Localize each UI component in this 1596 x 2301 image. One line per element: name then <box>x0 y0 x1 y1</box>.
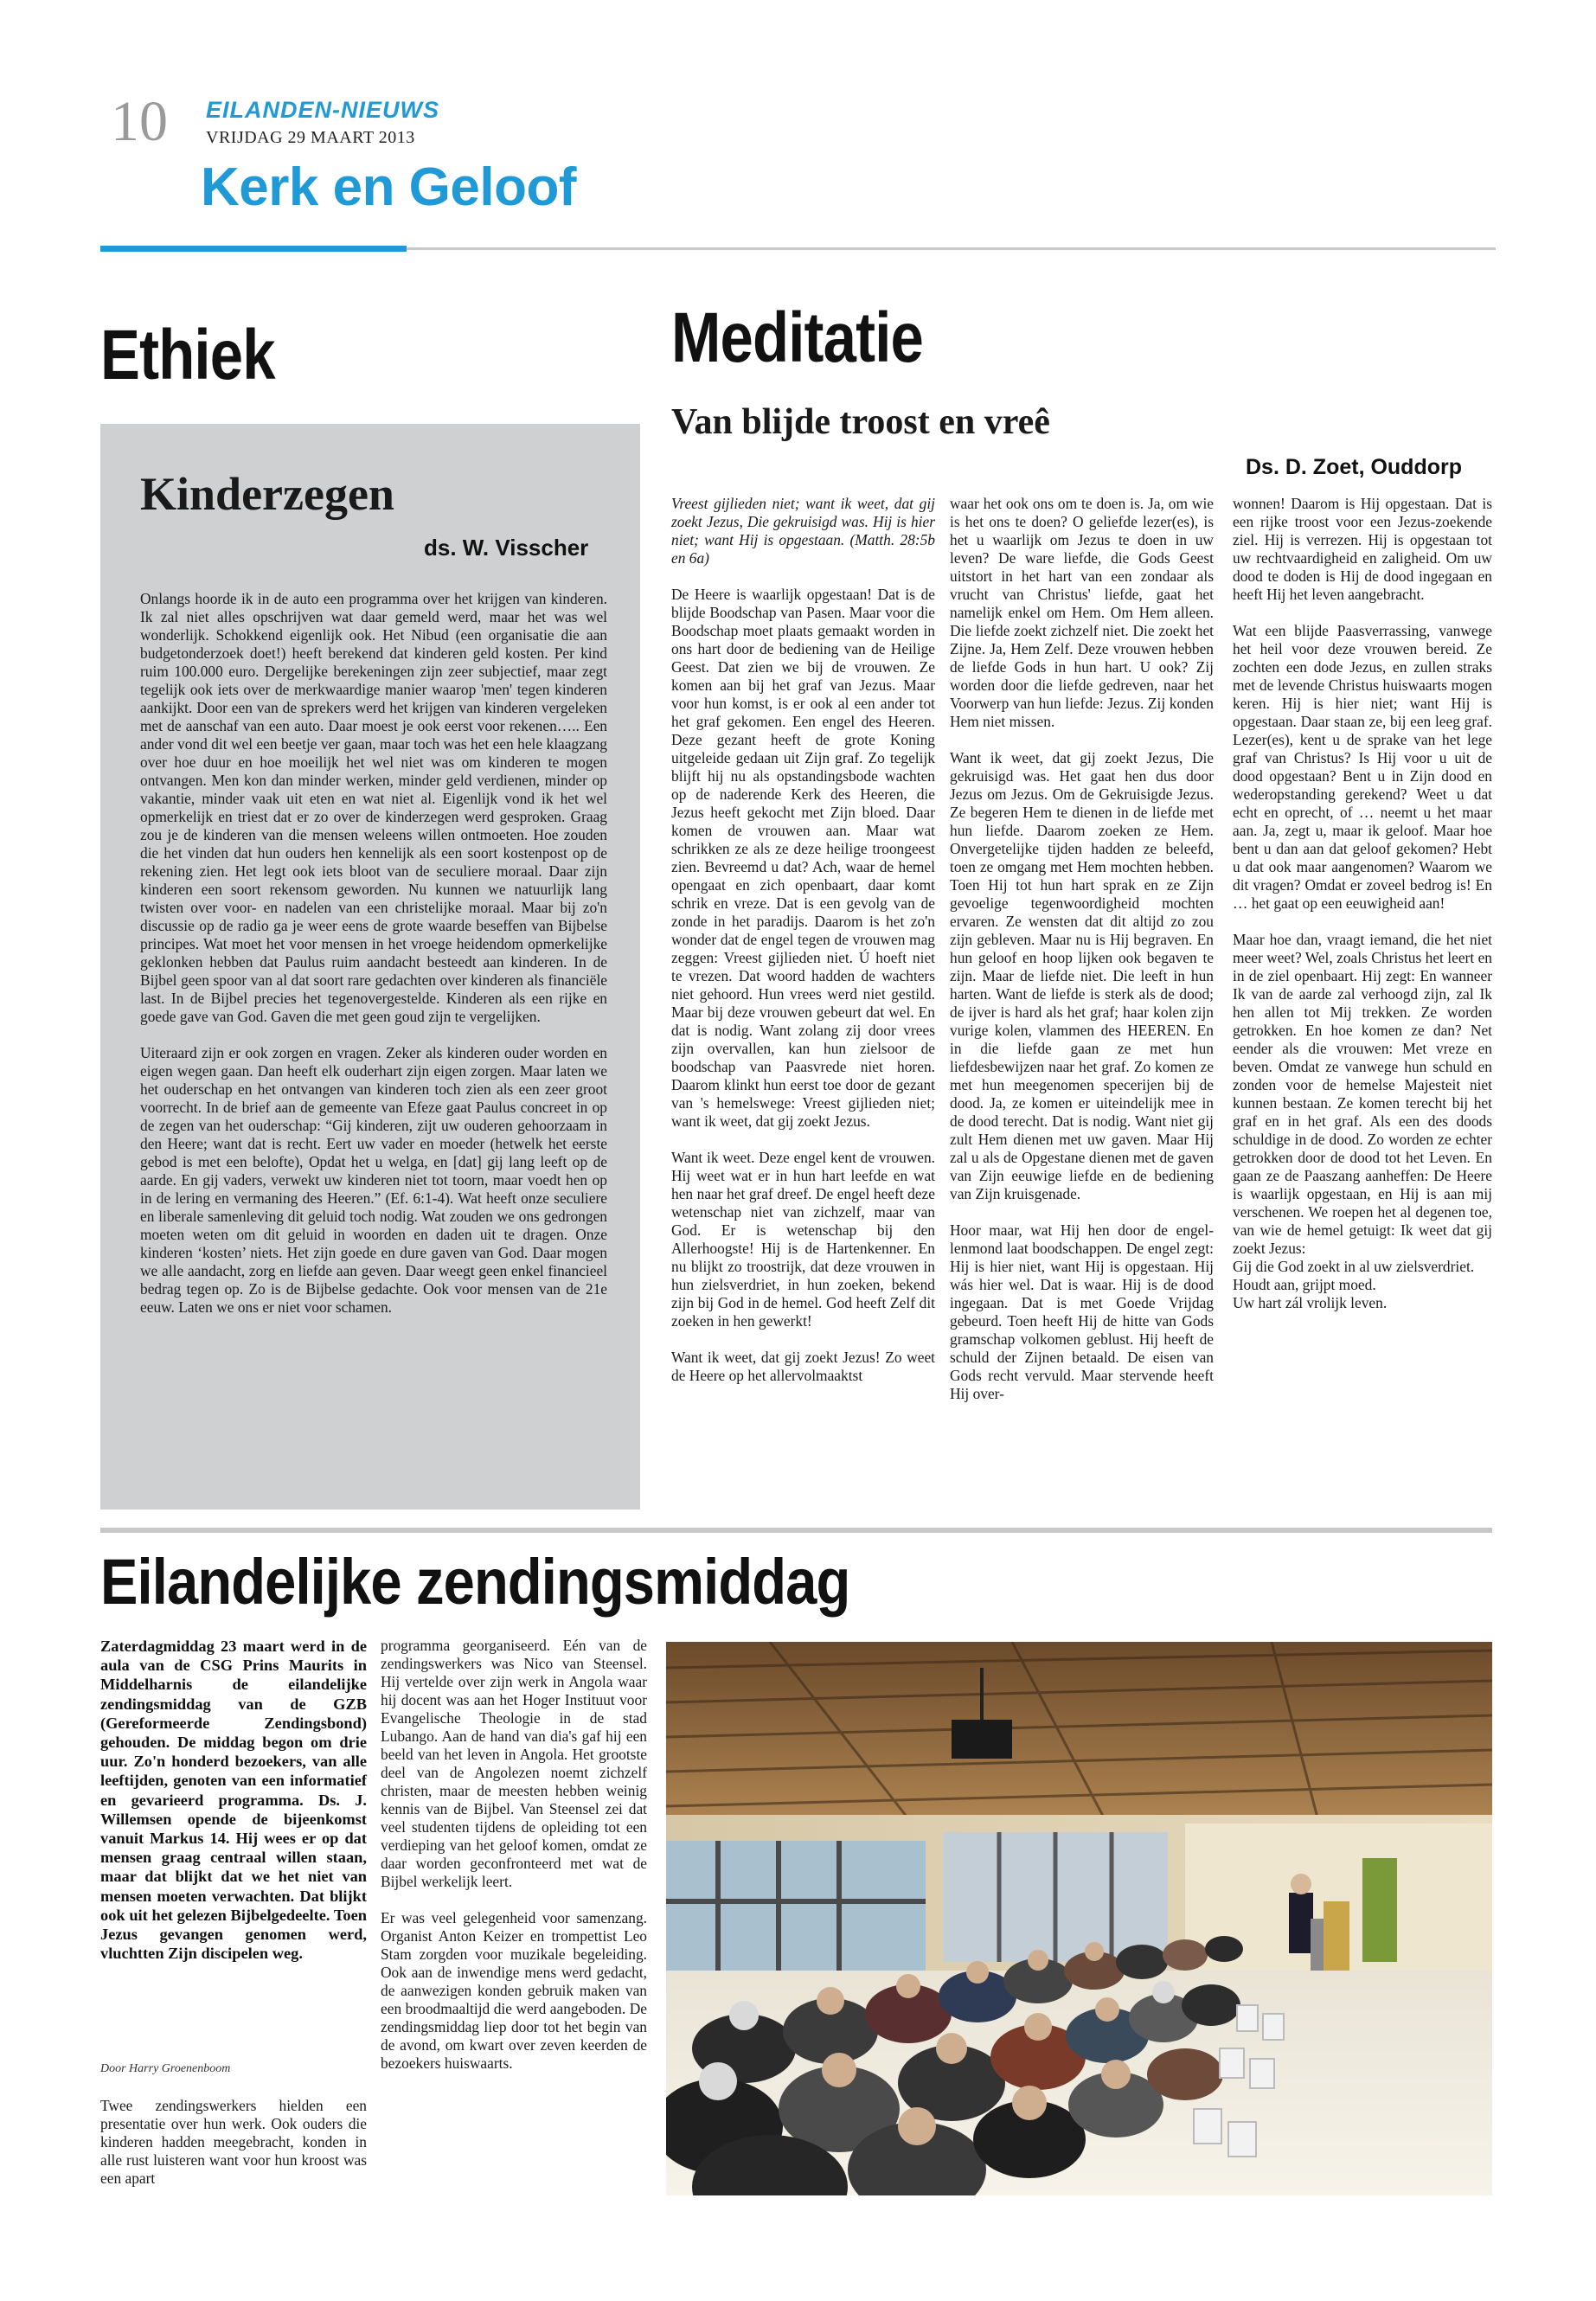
bible-quote: Vreest gijlieden niet; want ik weet, dat gij zoekt Jezus, Die gekruisigd was. Hij is hier niet; want Hij is opgestaan. (Matth. 28:5b en 6a) <box>671 495 935 567</box>
article-byline: ds. W. Visscher <box>424 535 589 561</box>
newspaper-logo: EILANDEN-NIEUWS <box>206 97 439 123</box>
event-photo <box>666 1642 1492 2195</box>
ethiek-article-body <box>140 590 607 1317</box>
paragraph: Want ik weet. Deze engel kent de vrouwen. Hij weet wat er in hun hart leefde en wat hen naar het graf dreef. De engel heeft deze wetenschap niet van zichzelf, maar van God. Er is wetenschap bij den Allerhoogste! Hij is de Hartenkenner. En nu blijkt zo troostrijk, dat deze vrouwen in hun zielsverdriet, in hun zoeken, bekend zijn bij God in de hemel. God heeft Zelf dit zoeken in hen gewerkt! <box>671 1149 935 1330</box>
paragraph: wonnen! Daarom is Hij opgestaan. Dat is een rijke troost voor een Jezus-zoekende ziel. Hij is verrezen. Hij is opgestaan tot uw rechtvaardigheid en zaligheid. Om uw dood te doden is Hij de dood ingegaan en heeft Hij het leven aangebracht. <box>1233 495 1492 603</box>
zending-column-1 <box>100 2097 367 2188</box>
meditatie-subtitle: Van blijde troost en vreê <box>671 402 1050 442</box>
meditatie-heading: Meditatie <box>671 298 923 377</box>
page-number: 10 <box>111 90 168 153</box>
paragraph: Want ik weet, dat gij zoekt Jezus! Zo weet de Heere op het allervolmaaktst <box>671 1349 935 1384</box>
section-rule <box>407 247 1496 250</box>
paragraph: Maar hoe dan, vraagt iemand, die het niet meer weet? Wel, zoals Christus het leert en in de ziel openbaart. Hij zegt: En wanneer Ik van de aarde zal verhoogd zijn, zal Ik hen allen tot Mij trekken. Ze worden getrokken. En hoe komen ze dan? Net eender als die vrouwen: Met vreze en beven. Omdat ze vanwege hun schuld en zonden voor de hemelse Majesteit niet kunnen bestaan. Ze komen terecht bij het graf en in het graf. Als een des doods schuldige in de dood. Zo worden ze echter getrokken door de dood tot het Leven. En gaan ze de Paaszang aanheffen: De Heere is waarlijk opgestaan, en Hij is aan mij verschenen. We roepen het al degenen toe, van wie de hemel getuigt: Ik weet dat gij zoekt Jezus: <box>1233 931 1492 1257</box>
paragraph: Hoor maar, wat Hij hen door de engel-lenmond laat boodschappen. De engel zegt: Hij is hier niet, want Hij is opgestaan. Hij wás hier wel. Dat is waar. Hij is de dood ingegaan. Dat is met Goede Vrijdag gebeurd. Toen heeft Hij de hitte van Gods gramschap volkomen geblust. Hij heeft de schuld der Zijnen betaald. De eisen van Gods recht vervuld. Maar stervende heeft Hij over- <box>950 1221 1214 1402</box>
section-title: Kerk en Geloof <box>201 157 576 217</box>
section-rule-accent <box>100 246 407 252</box>
zending-lead: Zaterdagmiddag 23 maart werd in de aula van de CSG Prins Maurits in Middelharnis de eilandelijke zendingsmiddag van de GZB (Gereformeerde Zendingsbond) gehouden. De middag begon om drie uur. Zo'n honderd bezoekers, van alle leeftijden, genoten van een informatief en gevarieerd programma. Ds. J. Willemsen opende de bijeenkomst vanuit Markus 14. Hij wees er op dat mensen graag centraal willen staan, maar dat blijkt dat we het niet van mensen moeten verwachten. Dat blijkt ook uit het gelezen Bijbelgedeelte. Toen Jezus gevangen genomen werd, vluchtten Zijn discipelen weg. <box>100 1638 367 1963</box>
ethiek-heading: Ethiek <box>100 316 275 394</box>
paragraph: waar het ook ons om te doen is. Ja, om wie is het ons te doen? O geliefde lezer(es), is het u waarlijk om Jezus te doen in uw leven? De ware liefde, die Gods Geest uitstort in het hart van een zondaar als vrucht van Christus' liefde, gaat het namelijk enkel om Hem. Om Hem alleen. Die liefde zoekt zichzelf niet. Die zoekt het Zijne. Ja, Hem Zelf. Deze vrouwen hebben de liefde Gods in hun hart. U ook? Zij worden door die liefde gedreven, naar het Voorwerp van hun liefde: Jezus. Zij konden Hem niet missen. <box>950 495 1214 730</box>
paragraph: Onlangs hoorde ik in de auto een programma over het krijgen van kinderen. Ik zal niet alles opschrijven wat daar gemeld werd, maar het was wel wonderlijk. Schokkend eigenlijk ook. Het Nibud (een organisatie die aan budgetonderzoek doet!) heeft berekend dat kinderen geld kosten. Per kind ruim 100.000 euro. Dergelijke berekeningen zijn zeer subjectief, maar zegt tegelijk ook iets over de merkwaardige manier waarop 'men' tegen kinderen aankijkt. Door een van de sprekers werd het krijgen van kinderen vergeleken met de aanschaf van een auto. Daar moest je ook eerst voor rekenen….. Een ander vond dit wel een beetje ver gaan, maar toch was het een hele klaagzang over hoe duur en hoe moeilijk het wel niet was om kinderen te mogen ontvangen. Men kon dan minder werken, minder geld verdienen, minder op vakantie, minder vaak uit eten en wat niet al. Eigenlijk vond ik het wel opmerkelijk en triest dat er zo over de kinderzegen werd gesproken. Graag zou je de kinderen van die mensen weleens willen ontmoeten. Hoe zouden die het vinden dat hun ouders hen kennelijk als een soort kostenpost op de rekening zien. Het legt ook iets bloot van de seculiere moraal. Daar zijn kinderen een soort rekensom geworden. Nu kunnen we natuurlijk lang twisten over voor- en nadelen van een christelijke moraal. Maar bij zo'n discussie op de radio ga je weer eens de grote waarde beseffen van Bijbelse principes. Wat moet het voor mensen in het vroege heidendom opmerkelijke geklonken hebben dat Paulus ruim aandacht besteedt aan kinderen. In de Bijbel geen spoor van al dat soort rare gedachten over kinderen als financiële last. In de Bijbel precies het tegenovergestelde. Kinderen als een rijke en goede gave van God. Gaven die met geen goud zijn te vergelijken. <box>140 590 607 1025</box>
poem-line: Houdt aan, grijpt moed. <box>1233 1276 1376 1293</box>
paragraph: Er was veel gelegenheid voor samenzang. Organist Anton Keizer en trompettist Leo Stam zorgden voor muzikale begeleiding. Ook aan de inwendige mens werd gedacht, de aanwezigen konden gebruik maken van een broodmaaltijd die werd aangeboden. De zendingsmiddag liep door tot het begin van de avond, om kwart over zeven keerden de bezoekers huiswaarts. <box>381 1909 647 2072</box>
paragraph: programma georganiseerd. Eén van de zendingswerkers was Nico van Steensel. Hij vertelde over zijn werk in Angola waar hij docent was aan het Hoger Instituut voor Evangelische Theologie in de stad Lubango. Aan de hand van dia's gaf hij een beeld van het leven in Angola. Het grootste deel van de Angolezen noemt zichzelf christen, maar de meesten hebben weinig kennis van de Bijbel. Van Steensel zei dat veel studenten tijdens de opleiding tot een verdieping van het geloof komen, omdat ze daar worden geconfronteerd met wat de Bijbel werkelijk leert. <box>381 1637 647 1890</box>
paragraph: Want ik weet, dat gij zoekt Jezus, Die gekruisigd was. Het gaat hen dus door Jezus om Jezus. Om de Gekruisigde Jezus. Ze begeren Hem te dienen in de liefde met hun liefde. Daarom zoeken ze Hem. Onvergetelijke tijden hadden ze beleefd, toen ze omgang met Hem mochten hebben. Toen Hij tot hun hart sprak en ze Zijn gevoelige tegenwoordigheid mochten ervaren. Ze wensten dat dit altijd zo zou zijn gebleven. Maar nu is Hij begraven. En hun geloof en hoop lijken ook begaven te zijn. Maar de liefde niet. Die leeft in hun harten. Want de liefde is sterk als de dood; de ijver is hard als het graf; haar kolen zijn vurige kolen, vlammen des HEEREN. En in die liefde gaan ze met hun liefdesbewijzen naar het graf. Zo komen ze met hun meegenomen specerijen bij de dood. Ja, ze komen er uiteindelijk mee in de dood terecht. Dat is nodig. Want niet gij zult Hem dienen met uw gaven. Maar Hij zal u als de Opgestane dienen met de gaven van Zijn eeuwige liefde en de bediening van Zijn kruisgenade. <box>950 749 1214 1202</box>
poem-line: Gij die God zoekt in al uw zielsverdriet. <box>1233 1258 1475 1275</box>
issue-date: VRIJDAG 29 MAART 2013 <box>206 128 415 147</box>
zending-heading: Eilandelijke zendingsmiddag <box>100 1546 850 1618</box>
zending-column-2 <box>381 1637 647 2073</box>
zending-byline: Door Harry Groenenboom <box>100 2062 231 2075</box>
paragraph: Twee zendingswerkers hielden een presentatie over hun werk. Ook ouders die kinderen hadden meegebracht, konden in alle rust luisteren want voor hun kroost was een apart <box>100 2097 367 2187</box>
article-title-kinderzegen: Kinderzegen <box>140 468 394 520</box>
meditatie-column-1 <box>671 495 935 1385</box>
paragraph: Wat een blijde Paasverrassing, vanwege het heil voor deze vrouwen bereid. Ze zochten een dode Jezus, en zullen straks met de levende Christus huiswaarts mogen keren. Hij is hier niet; want Hij is opgestaan. Daar staan ze, bij een leeg graf. Lezer(es), kent u de sprake van het lege graf van Christus? Is Hij voor u uit de dood opgestaan? Bent u in Zijn dood en wederopstanding gerekend? Weet u dat echt en oprecht, of … neemt u het maar aan. Ja, zegt u, maar ik geloof. Maar hoe bent u dan aan dat geloof gekomen? Hebt u dat ook maar aangenomen? Waarom we dit vragen? Omdat er zoveel bedrog is! En … het gaat op een eeuwigheid aan! <box>1233 622 1492 912</box>
paragraph: De Heere is waarlijk opgestaan! Dat is de blijde Boodschap van Pasen. Maar voor die Boodschap moet plaats gemaakt worden in ons hart door de bediening van de Heilige Geest. Dat zien we bij de vrouwen. Ze komen aan bij het graf van Jezus. Maar voor hun komst, is er ook al een ander tot het graf gekomen. Een engel des Heeren. Deze gezant heeft de grote Koning uitgeleide gedaan uit Zijn graf. Zo tegelijk blijft hij nu als opstandingsbode wachten op de naderende Kerk des Heeren, die Jezus heeft gekocht met Zijn bloed. Daar komen de vrouwen aan. Maar wat schrikken ze als ze deze heilige troongeest zien. Bevreemd u dat? Ach, waar de hemel opengaat en zich openbaart, daar komt schrik en vreze. Dat is een gevolg van de zonde in het paradijs. Daarom is het zo'n wonder dat de engel tegen de vrouwen mag zeggen: Vreest gijlieden niet. Ú hoeft niet te vrezen. Dat woord hadden de wachters niet gehoord. Hun vrees werd niet gestild. Maar bij deze vrouwen gebeurt dat wel. En dat is nodig. Want zolang zij door vrees zijn overvallen, kan hun zielsoor de boodschap van Paasvrede niet horen. Daarom klinkt hun eerst toe door de gezant van 's hemelswege: Vreest gijlieden niet; want ik weet, dat gij zoekt Jezus. <box>671 586 935 1130</box>
poem-line: Uw hart zál vrolijk leven. <box>1233 1294 1388 1311</box>
article-divider <box>100 1528 1492 1533</box>
meditatie-column-3 <box>1233 495 1492 1312</box>
paragraph: Uiteraard zijn er ook zorgen en vragen. Zeker als kinderen ouder worden en eigen wegen gaan. Dan heeft elk ouderhart zijn eigen zorgen. Maar laten we het ouderschap en het ontvangen van kinderen toch zien als een zeer groot voorrecht. In de brief aan de gemeente van Efeze gaat Paulus concreet in op de zegen van het ouderschap: “Gij kinderen, zijt uw ouderen gehoorzaam in den Heere; want dat is recht. Eert uw vader en moeder (hetwelk het eerste gebod is met een belofte), Opdat het u welga, en [dat] gij lang leeft op de aarde. En gij vaders, verwekt uw kinderen niet tot toorn, maar voedt hen op in de lering en vermaning des Heeren.” (Ef. 6:1-4). Wat heeft onze seculiere en liberale samenleving dit geluid toch nodig. Wat zouden we ons gedrongen moeten weten om dit geluid in woorden en daden uit te dragen. Onze kinderen ‘kosten’ niets. Het zijn goede en dure gaven van God. Daar mogen we alle aandacht, zorg en liefde aan geven. Daar weegt geen enkel financieel bedrag tegen op. Zo is de Bijbelse gedachte. Ook voor mensen van de 21e eeuw. Laten we ons er niet voor schamen. <box>140 1044 607 1316</box>
meditatie-byline: Ds. D. Zoet, Ouddorp <box>1246 455 1462 479</box>
meditatie-column-2 <box>950 495 1214 1403</box>
